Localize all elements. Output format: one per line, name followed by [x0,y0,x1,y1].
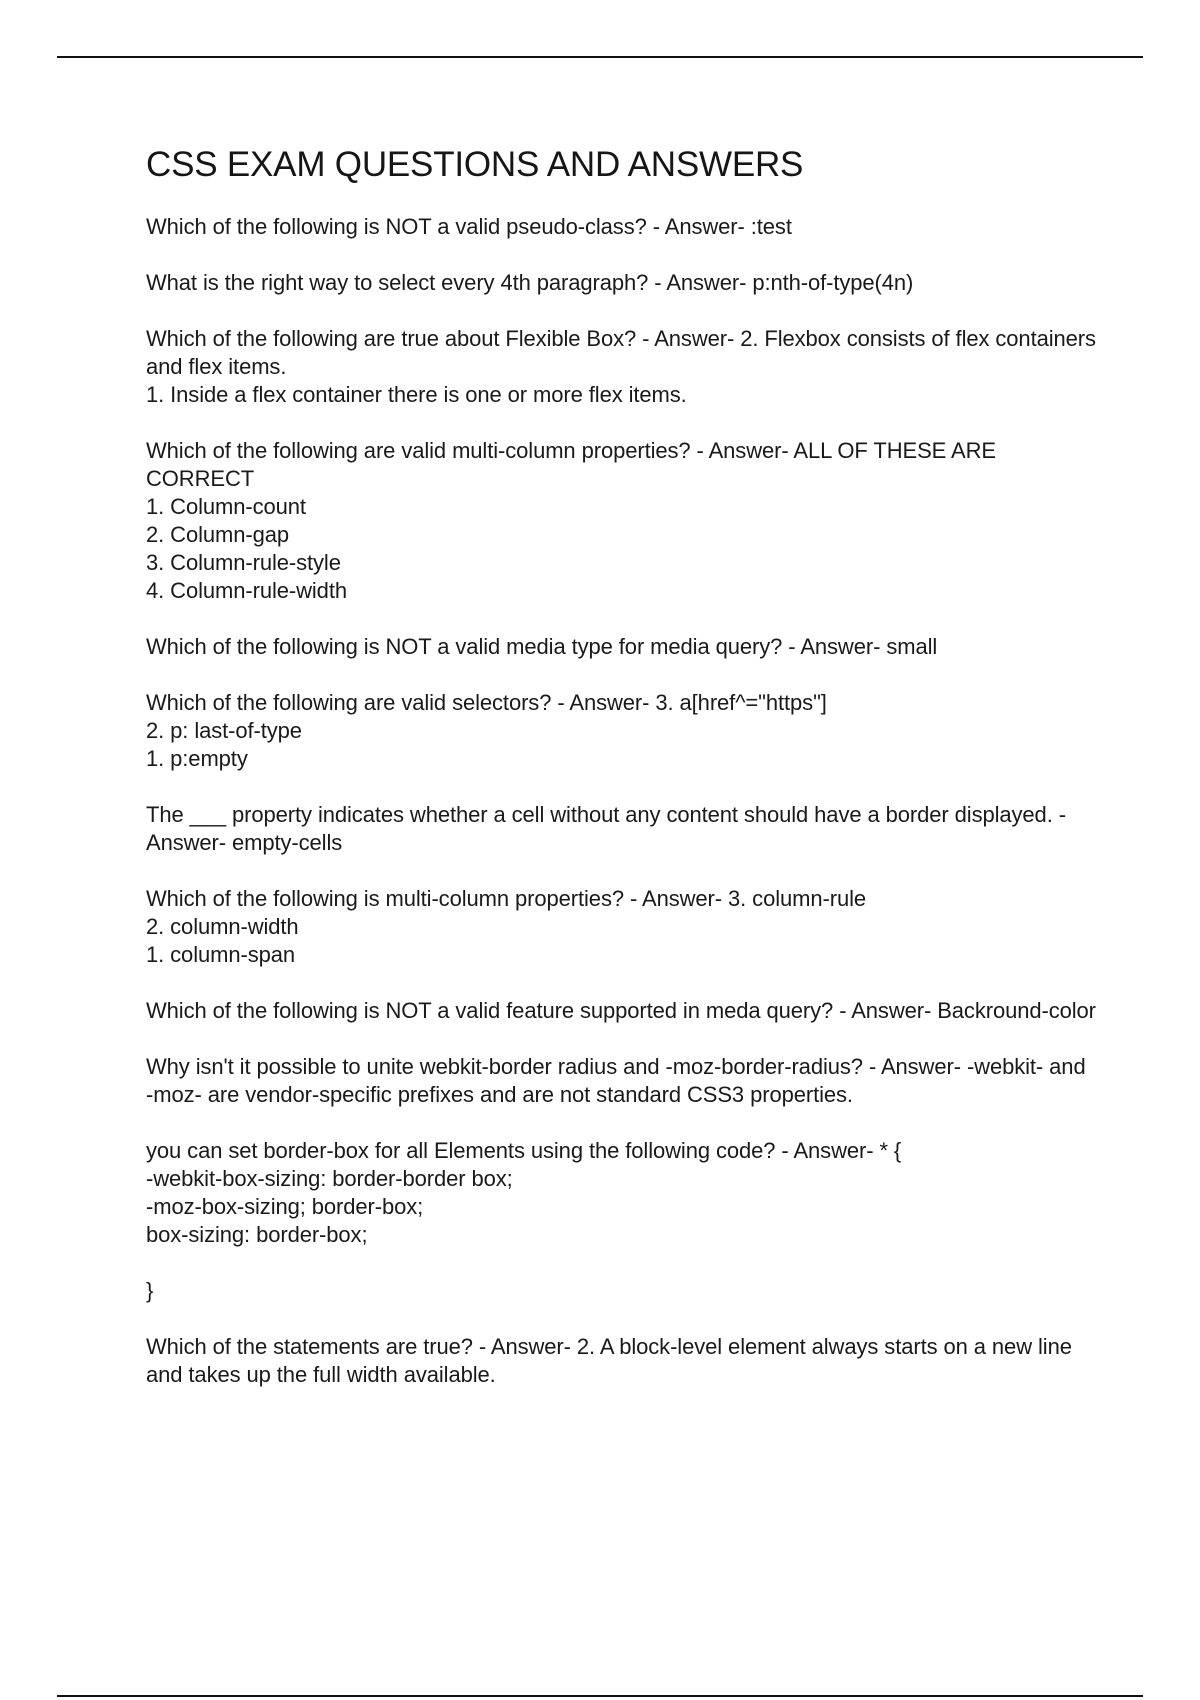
qa-entry-8: Which of the following is multi-column properties? - Answer- 3. column-rule 2. column-width 1. column-span [146,886,867,967]
document-body [146,143,1096,1417]
qa-entry-2: What is the right way to select every 4th paragraph? - Answer- p:nth-of-type(4n) [146,270,914,295]
qa-entry-10: Why isn't it possible to unite webkit-border radius and -moz-border-radius? - Answer- -webkit- and -moz- are vendor-specific prefixes and are not standard CSS3 properties. [146,1054,1086,1107]
qa-entry-9: Which of the following is NOT a valid feature supported in meda query? - Answer- Backround-color [146,998,1096,1023]
qa-entry-4: Which of the following are valid multi-column properties? - Answer- ALL OF THESE ARE CORRECT 1. Column-count 2. Column-gap 3. Column-rule-style 4. Column-rule-width [146,438,996,603]
footer-rule [57,1695,1143,1697]
qa-entry-12: Which of the statements are true? - Answer- 2. A block-level element always starts on a new line and takes up the full width available. [146,1334,1072,1387]
qa-entry-5: Which of the following is NOT a valid media type for media query? - Answer- small [146,634,938,659]
document-title: CSS EXAM QUESTIONS AND ANSWERS [146,145,804,184]
qa-entry-3: Which of the following are true about Flexible Box? - Answer- 2. Flexbox consists of flex containers and flex items. 1. Inside a flex container there is one or more flex items. [146,326,1096,407]
qa-entry-11: you can set border-box for all Elements using the following code? - Answer- * { -webkit-box-sizing: border-border box; -moz-box-sizing; border-box; box-sizing: border-box; } [146,1138,902,1303]
qa-entry-7: The ___ property indicates whether a cell without any content should have a border displayed. - Answer- empty-cells [146,802,1066,855]
qa-entry-1: Which of the following is NOT a valid pseudo-class? - Answer- :test [146,214,792,239]
qa-entry-6: Which of the following are valid selectors? - Answer- 3. a[href^="https"] 2. p: last-of-type 1. p:empty [146,690,827,771]
header-rule [57,56,1143,58]
